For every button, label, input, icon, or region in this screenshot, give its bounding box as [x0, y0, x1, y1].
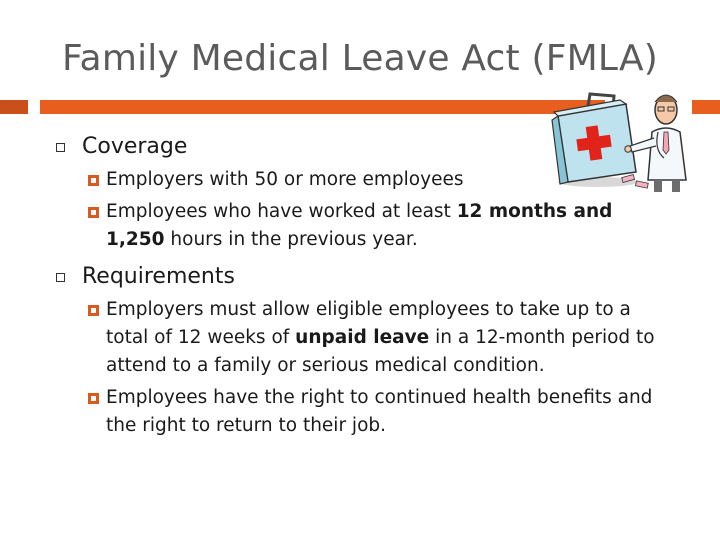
- section-heading-requirements: Requirements: [52, 262, 672, 292]
- square-bullet-icon: [88, 305, 99, 316]
- hollow-square-bullet-icon: [56, 273, 65, 282]
- square-bullet-icon: [88, 175, 99, 186]
- bullet-item: Employees have the right to continued health benefits and the right to return to their job.: [52, 384, 672, 440]
- title-accent-bar-left: [0, 100, 28, 114]
- title-accent-bar: [40, 100, 605, 114]
- bullet-item: Employers with 50 or more employees: [52, 166, 672, 194]
- slide-title: Family Medical Leave Act (FMLA): [61, 38, 659, 79]
- square-bullet-icon: [88, 207, 99, 218]
- hollow-square-bullet-icon: [56, 143, 65, 152]
- slide-content: [52, 128, 672, 440]
- square-bullet-icon: [88, 393, 99, 404]
- section-heading-coverage: Coverage: [52, 132, 672, 162]
- bullet-item: Employers must allow eligible employees to take up to a total of 12 weeks of unpaid leave in a 12-month period to attend to a family or serious medical condition.: [52, 296, 672, 380]
- bullet-item: Employees who have worked at least 12 months and 1,250 hours in the previous year.: [52, 198, 672, 254]
